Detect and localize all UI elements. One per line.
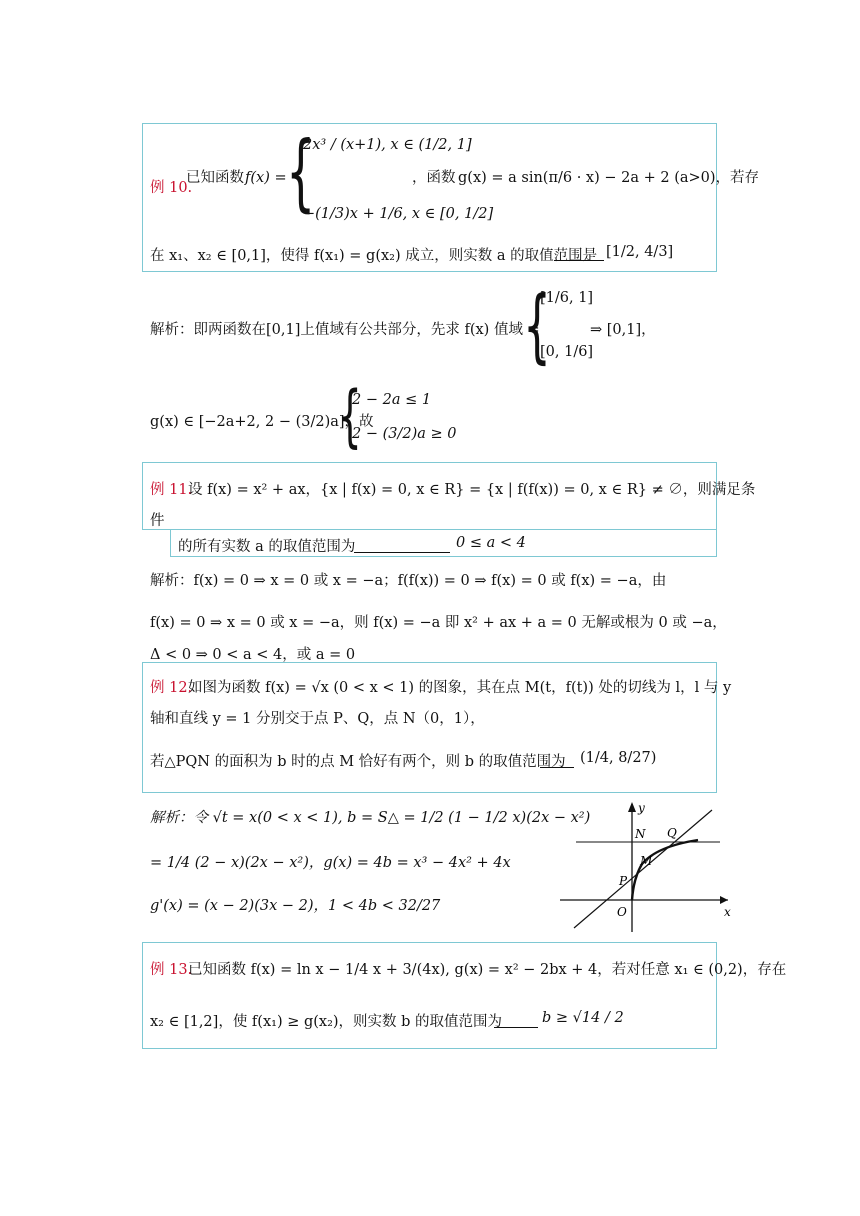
graph-o-label: O xyxy=(617,905,627,919)
example-12-blank xyxy=(540,755,574,768)
example-12-label: 例 12. xyxy=(150,680,193,696)
solution-10-g-range: g(x) ∈ [−2a+2, 2 − (3/2)a]，故 xyxy=(150,414,374,430)
example-11-line1b: 件 xyxy=(150,513,165,529)
example-13-line2: x₂ ∈ [1,2]，使 f(x₁) ≥ g(x₂)，则实数 b 的取值范围为 xyxy=(150,1014,503,1030)
example-12-line3: 若△PQN 的面积为 b 时的点 M 恰好有两个，则 b 的取值范围为 xyxy=(150,754,566,770)
example-13-label: 例 13. xyxy=(150,962,193,978)
example-10-label: 例 10. xyxy=(150,180,193,196)
example-11-label: 例 11. xyxy=(150,482,193,498)
example-13-line1: 已知函数 f(x) = ln x − 1/4 x + 3/(4x), g(x) = x² − 2bx + 4，若对任意 x₁ ∈ (0,2)，存在 xyxy=(188,962,787,978)
solution-11-line3: Δ < 0 ⇒ 0 < a < 4，或 a = 0 xyxy=(150,647,356,663)
solution-10-arrow: ⇒ [0,1]， xyxy=(590,322,656,338)
graph-q-label: Q xyxy=(667,826,677,840)
solution-10-range-b: [0, 1/6] xyxy=(540,344,594,360)
example-13-answer: b ≥ √14 / 2 xyxy=(542,1010,624,1026)
example-12-line2: 轴和直线 y = 1 分别交于点 P、Q，点 N（0，1）， xyxy=(150,711,485,727)
example-11-answer: 0 ≤ a < 4 xyxy=(456,535,526,551)
solution-11-line1: 解析：f(x) = 0 ⇒ x = 0 或 x = −a；f(f(x)) = 0 ⇒ f(x) = 0 或 f(x) = −a，由 xyxy=(150,573,667,589)
example-10-g-def: g(x) = a sin(π/6 · x) − 2a + 2 (a>0)，若存 xyxy=(458,170,760,186)
example-10-line2: 在 x₁、x₂ ∈ [0,1]，使得 f(x₁) = g(x₂) 成立，则实数 a 的取值范围是 xyxy=(150,248,598,264)
solution-12-line1: 解析：令 √t = x(0 < x < 1), b = S△ = 1/2 (1 − 1/2 x)(2x − x²) xyxy=(150,810,591,826)
example-11-blank xyxy=(354,540,450,553)
graph-p-label: P xyxy=(619,874,628,888)
example-10-answer: [1/2, 4/3] xyxy=(606,244,674,260)
solution-10-cond1: 2 − 2a ≤ 1 xyxy=(352,392,432,408)
example-12-answer: (1/4, 8/27) xyxy=(580,750,657,766)
solution-12-line3: g'(x) = (x − 2)(3x − 2)，1 < 4b < 32/27 xyxy=(150,898,441,914)
graph-y-arrow xyxy=(628,802,636,812)
example-10-blank xyxy=(554,248,604,261)
solution-11-line2: f(x) = 0 ⇒ x = 0 或 x = −a，则 f(x) = −a 即 x² + ax + a = 0 无解或根为 0 或 −a， xyxy=(150,615,727,631)
example-11-line1: 设 f(x) = x² + ax，{x | f(x) = 0, x ∈ R} = {x | f(f(x)) = 0, x ∈ R} ≠ ∅，则满足条 xyxy=(188,482,756,498)
solution-10-range-a: [1/6, 1] xyxy=(540,290,594,306)
solution-12-line2: = 1/4 (2 − x)(2x − x²)，g(x) = 4b = x³ − 4x² + 4x xyxy=(150,855,511,871)
example-12-line1: 如图为函数 f(x) = √x (0 < x < 1) 的图象，其在点 M(t，f(t)) 处的切线为 l，l 与 y xyxy=(188,680,732,696)
solution-10-brace: { xyxy=(523,279,551,372)
graph-n-label: N xyxy=(635,827,646,841)
solution-10-cond2: 2 − (3/2)a ≥ 0 xyxy=(352,426,457,442)
example-10-mid: ，函数 xyxy=(412,170,456,186)
tangent-graph xyxy=(560,800,732,935)
example-10-intro: 已知函数 xyxy=(186,170,244,186)
example-10-case2: −(1/3)x + 1/6, x ∈ [0, 1/2] xyxy=(303,206,494,222)
example-13-blank xyxy=(494,1015,538,1028)
solution-10-text: 解析：即两函数在[0,1]上值域有公共部分，先求 f(x) 值域 = xyxy=(150,322,540,338)
graph-x-label: x xyxy=(724,905,731,919)
solution-10-brace2: { xyxy=(338,377,362,456)
example-10-brace: { xyxy=(286,123,316,221)
graph-y-label: y xyxy=(638,801,645,815)
example-11-line2: 的所有实数 a 的取值范围为 xyxy=(178,539,356,555)
example-10-case1: 2x³ / (x+1), x ∈ (1/2, 1] xyxy=(303,137,472,153)
graph-m-label: M xyxy=(640,854,653,868)
example-10-func-name: f(x) = xyxy=(245,170,287,186)
graph-x-arrow xyxy=(720,896,728,904)
